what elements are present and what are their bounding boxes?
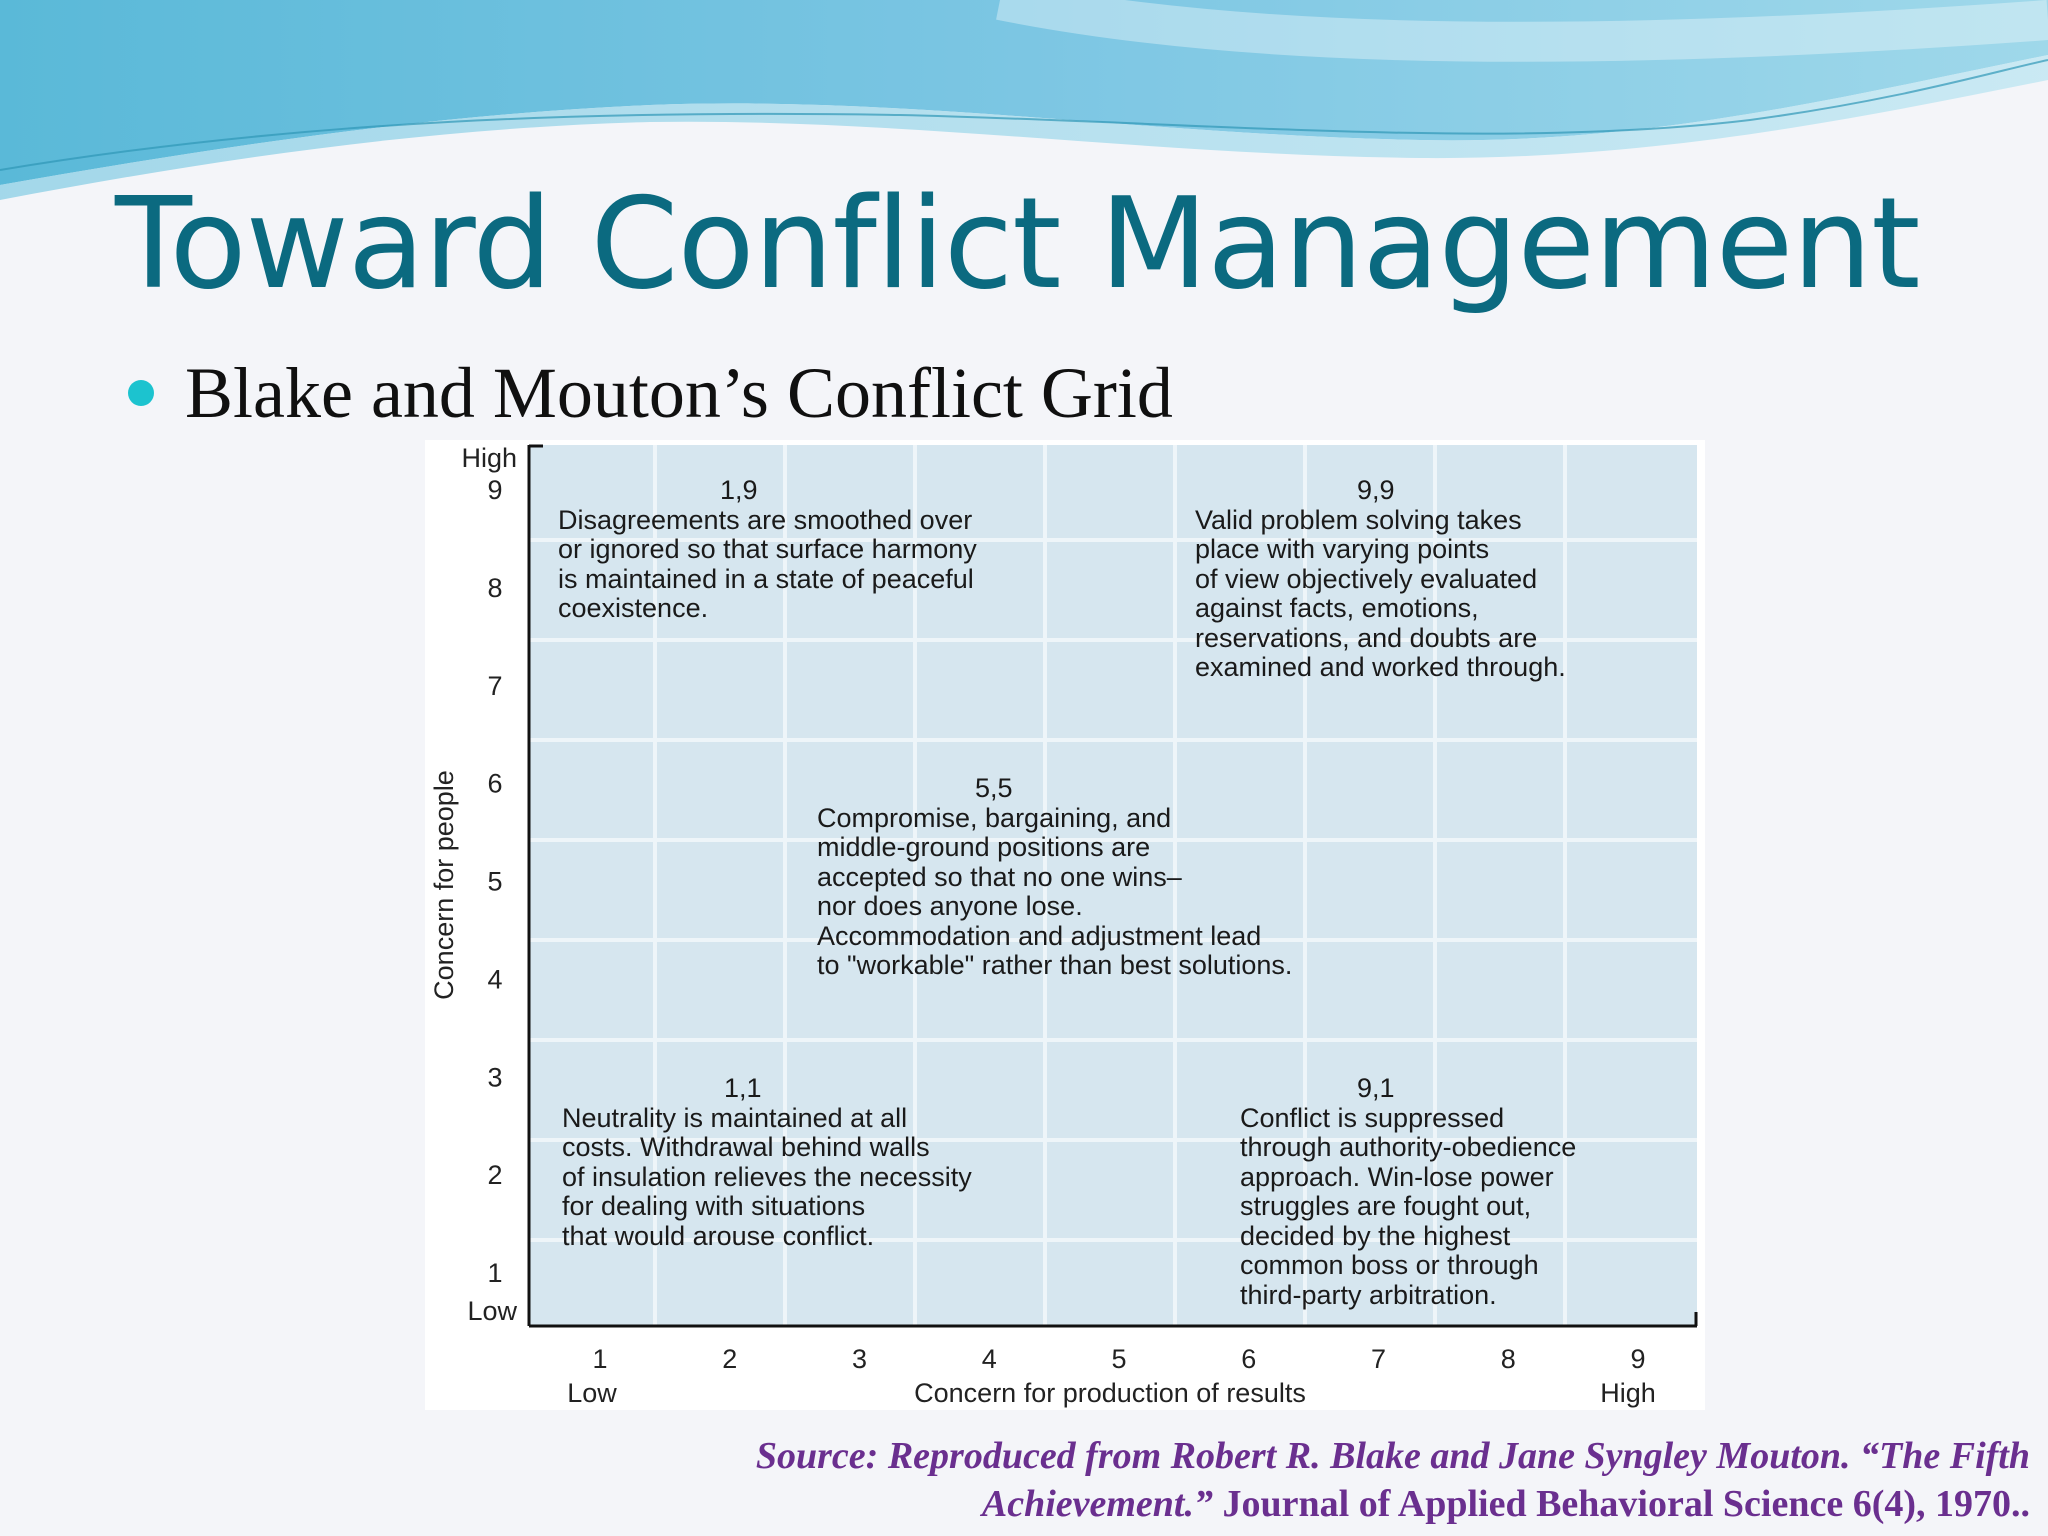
y-axis-low-label: Low (467, 1296, 517, 1326)
x-tick-1: 1 (592, 1344, 608, 1374)
x-tick-6: 6 (1241, 1344, 1257, 1374)
bullet-text: Blake and Mouton’s Conflict Grid (185, 353, 1173, 433)
quadrant-9-9-text: Valid problem solving takes place with varying points of view objectively evaluated against facts, emotions, reservations, and doubts are examined and worked through. (1195, 504, 1566, 682)
quadrant-1-9 (558, 476, 977, 624)
y-axis-label: Concern for people (429, 770, 459, 1000)
bullet-dot-icon (128, 380, 154, 406)
y-tick-3: 3 (487, 1062, 503, 1093)
y-tick-4: 4 (487, 964, 503, 995)
y-tick-2: 2 (487, 1160, 503, 1191)
quadrant-9-9-coord: 9,9 (1357, 475, 1395, 505)
source-line-1: Source: Reproduced from Robert R. Blake and Jane Syngley Mouton. “The Fifth (755, 1435, 2030, 1477)
source-line-2-journal: Journal of Applied Behavioral Science 6(4), 1970.. (1213, 1483, 2030, 1525)
y-tick-5: 5 (487, 866, 503, 897)
quadrant-1-9-coord: 1,9 (720, 475, 758, 505)
source-citation (756, 1432, 2030, 1528)
y-tick-6: 6 (487, 768, 503, 799)
quadrant-1-1-text: Neutrality is maintained at all costs. Withdrawal behind walls of insulation relieves the necessity for dealing with situations that would arouse conflict. (562, 1102, 972, 1251)
y-axis-high-label: High (461, 443, 517, 473)
quadrant-5-5 (817, 774, 1292, 981)
x-axis-ticks (592, 1344, 1645, 1374)
x-tick-9: 9 (1630, 1344, 1646, 1374)
x-tick-2: 2 (722, 1344, 738, 1374)
quadrant-9-1 (1240, 1074, 1576, 1310)
y-tick-8: 8 (487, 572, 503, 603)
y-tick-7: 7 (487, 670, 503, 701)
quadrant-9-1-coord: 9,1 (1357, 1073, 1395, 1103)
y-axis-ticks (487, 475, 502, 1288)
x-tick-8: 8 (1500, 1344, 1516, 1374)
y-tick-1: 1 (487, 1258, 503, 1288)
y-tick-9: 9 (487, 475, 503, 505)
x-axis-label: Concern for production of results (914, 1378, 1306, 1408)
quadrant-9-1-text: Conflict is suppressed through authority-obedience approach. Win-lose power struggles are fought out, decided by the highest common boss or through third-party arbitration. (1240, 1102, 1577, 1310)
quadrant-1-1-coord: 1,1 (724, 1073, 762, 1103)
x-tick-5: 5 (1111, 1344, 1127, 1374)
quadrant-5-5-text: Compromise, bargaining, and middle-ground positions are accepted so that no one wins– nor does anyone lose. Accommodation and adjustment lead to "workable" rather than best solutions. (817, 802, 1293, 980)
quadrant-9-9 (1195, 476, 1566, 683)
x-axis-low-label: Low (567, 1378, 617, 1408)
quadrant-5-5-coord: 5,5 (975, 773, 1013, 803)
slide-title: Toward Conflict Management (115, 170, 1920, 317)
x-tick-4: 4 (981, 1344, 997, 1374)
x-tick-7: 7 (1370, 1344, 1387, 1374)
source-line-2-italic: Achievement.” (981, 1483, 1213, 1525)
quadrant-1-1 (562, 1074, 972, 1251)
source-line-2 (756, 1480, 2030, 1528)
x-tick-3: 3 (851, 1344, 868, 1374)
quadrant-1-9-text: Disagreements are smoothed over or ignored so that surface harmony is maintained in a state of peaceful coexistence. (558, 504, 977, 623)
x-axis-high-label: High (1600, 1378, 1656, 1408)
conflict-grid-figure (425, 440, 1705, 1410)
